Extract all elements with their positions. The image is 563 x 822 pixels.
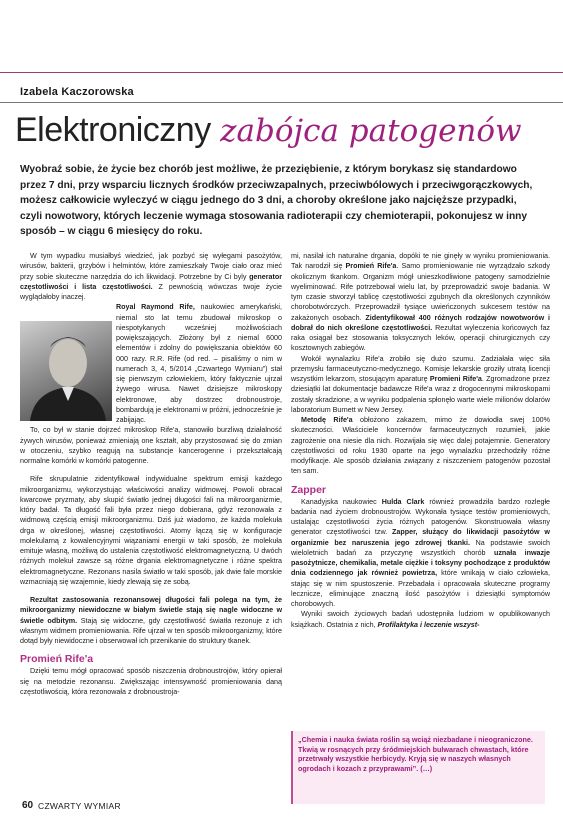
magazine-name: CZWARTY WYMIAR (38, 801, 121, 811)
title-italic: zabójca patogenów (220, 113, 522, 149)
article-title (15, 110, 522, 151)
title-plain: Elektroniczny (15, 111, 211, 149)
author-name: Izabela Kaczorowska (20, 86, 134, 98)
right-paragraph-5: Wyniki swoich życiowych badań udostępniła ludziom w opublikowanych książkach. Ostatnia z nich, Profilaktyka i leczenie wszyst- (291, 610, 550, 629)
left-paragraph-6: Dzięki temu mógł opracować sposób niszczenia drobnoustrojów, który opierał się na metodzie rezonansu. Zwiększając intensywność promieniowania daną częstotliwością, która rezonowała z drobnoustroja- (20, 667, 282, 696)
author-rule (0, 102, 563, 103)
pull-quote: „Chemia i nauka świata roślin są wciąż niezbadane i nieograniczone. Tkwią w rosnących przy śródmiejskich bulwarach chwastach, które przetrwały wszystkie herbicydy. Kryją się w naszych własnych ogrodach i kozach z przyprawami”. (…) (291, 731, 545, 804)
left-paragraph-1: W tym wypadku musiałbyś wiedzieć, jak pozbyć się wyłegami pasożytów, wirusów, bakterii, grzybów i helmintów, które zamieszkały Twoje ciało oraz mieć przy sobie skuteczne narzędzia do ich likwidacji. Potrzebne by Ci byly generator częstotliwości i lista częstotliwości. Z pewnością wówczas twoje życie wyglądałoby inaczej. (20, 252, 282, 301)
left-paragraph-5: Rezultat zastosowania rezonansowej długości fali polega na tym, że mikroorganizmy niewidoczne w białym świetle stają się nagle widoczne w świetle odbitym. Stają się widoczne, gdy częstotliwość światła rezonuje z ich własnym widmem promieniowania. Rife ujrzał w ten sposób mikroorganizmy, które dotąd były niewidoczne i obserwował ich przenikanie do struktury tkanek. (20, 596, 282, 645)
section-heading-promien: Promień Rife'a (20, 653, 94, 666)
right-paragraph-1: mi, nasilał ich naturalne drgania, dopóki te nie ginęły w wyniku promieniowania. Tak narodził się Promień Rife'a. Samo promieniowanie nie wyrządzało szkody okolicznym tkankom. Organizm mógł unieszkodliwione patogeny samodzielnie wyeliminować. Rife potrzebował wielu lat, by przeprowadzić swoje badania. W tym czasie stworzył tablicę częstotliwości zgubnych dla określonych czynników chorobotwórczych. Przeprowadził tysiące uwieńczonych sukcesem testów na zakażonych osobach. Zidentyfikował 400 różnych rodzajów nowotworów i dobrał do nich określone częstotliwości. Rezultat wyleczenia końcowych faz raka osiągał bez stosowania toksycznych leków, operacji chirurgicznych czy kosztownych zabiegów. (291, 252, 550, 353)
left-column (20, 251, 282, 697)
portrait-photo (20, 321, 112, 421)
left-paragraph-3: To, co był w stanie dojrzeć mikroskop Rife'a, stanowiło burzliwą działalność żywych wirusów, ponieważ zmieniają one kształt, aby przystosować się do zmian w otoczeniu, szybko reagują na substancje kancerogenne i przekształcają normalne komórki w komórki patogenne. (20, 426, 282, 465)
right-paragraph-2: Wokół wynalazku Rife'a zrobiło się dużo szumu. Zadziałała więc siła przemysłu farmaceutyczno-medycznego. Komisje lekarskie groziły utratą licencji wszystkim lekarzom, stosującym aparaturę Promieni Rife'a. Zgromadzone przez dziesiątki lat dokumentacje badawcze Rife'a wraz z drogocennymi mikroskopami zostały skradzione, a w wyniku podpalenia spłonęło warte wiele milionów dolarów laboratorium Burnett w New Jersey. (291, 354, 550, 414)
page-number: 60 (22, 800, 34, 811)
right-paragraph-4: Kanadyjska naukowiec Hulda Clark również prowadziła bardzo rozległe badania nad życiem drobnoustrojów. Wykonała tysiące testów promieniowych, ustalając częstotliwości życia różnych patogenów. Skonstruowała własny generator częstotliwości tzw. Zapper, służący do likwidacji pasożytów w organizmie bez naruszenia jego zdrowej tkanki. Na podstawie swoich wieloletnich badań za przyczynę wszystkich chorób uznała inwazje pasożytnicze, chemikalia, metale ciężkie i toksyny pochodzące z produktów dnia codziennego jak również powietrza, które wnikają w ciało człowieka, stając się w nim spustoszenie. Przebadała i opracowała skuteczne programy lecznicze, eliminujące znaczną ilość pasożytów i dziesiątki symptomów chorobowych. (291, 497, 551, 608)
lead-paragraph: Wyobraź sobie, że życie bez chorób jest możliwe, że przeziębienie, z którym borykasz się standardowo przez 7 dni, przy wsparciu licznych środków przeciwzapalnych, przeciwbólowych i przeciwgorączkowych, możesz całkowicie wyleczyć w ciągu jednego do 3 dni, a choroby określone jako najcięższe przypadki, czyli nowotwory, których leczenie wymaga stosowania radioterapii czy chemioterapii, pokonujesz w inny sposób – w ciągu 6 miesięcy do roku. (20, 164, 533, 238)
top-rule (0, 72, 563, 73)
right-column (291, 251, 550, 630)
right-paragraph-3: Metodę Rife'a obłożono zakazem, mimo że dowiodła swej 100% skuteczności. Właściciele koncernów farmaceutycznych rozumieli, jakie zagrożenie ona niesie dla nich. Rozwijała się więc dalej potajemnie. Generatory częstotliwości od roku 1930 oparte na jego wynalazku przechodziły różne modyfikacje. Ale sposób działania związany z niszczeniem patogenów pozostał ten sam. (291, 416, 550, 476)
portrait-figure (20, 321, 112, 421)
left-paragraph-2: Royal Raymond Rife, naukowiec amerykański, niemal sto lat temu zbudował mikroskop o niespotykanych wcześniej możliwościach powiększających. Złożony był z niemal 6000 elementów i zdolny do powiększania obiektów 60 000 razy. R.R. Rife (od red. – pisaliśmy o nim w numerach 3, 4, 5/2014 „Czwartego Wymiaru”) stał się pierwszym człowiekiem, który faktycznie ujrzał żywego wirusa. Nawet dzisiejsze mikroskopy elektronowe, aby dostrzec drobnoustroje, bombardują je elektronami w próżni, jednocześnie je zabijając. (116, 303, 282, 424)
left-paragraph-4: Rife skrupulatnie zidentyfikował indywidualne spektrum emisji każdego mikroorganizmu, wykorzystując właściwości analizy widmowej. Powoli obracał kwarcowe pryzmaty, aby skupić światło jednej długości fali na mikroorganizmie, który badał. Ta długość fali była przez niego dobierana, gdyż rezonowała z widmową częścią emisji mikroorganizmu. Dziś już wiadomo, że każda molekuła drga w określonej, własnej częstotliwości. Atomy łączą się w konfiguracje molekularną z kowalencyjnymi wiązaniami energii w taki sposób, że molekuła emituje własną, możliwą do ustalenia częstotliwość elektromagnetyczną. U dwóch różnych molekuł zawsze są różne drgania elektromagnetyczne i różne spektra elektromagnetyczne. Rezonans nasila światło w taki sposób, jak dwie fale morskie wzmacniają się wzajemnie, kiedy zlewają się ze sobą. (20, 475, 282, 586)
section-heading-zapper: Zapper (291, 483, 327, 496)
